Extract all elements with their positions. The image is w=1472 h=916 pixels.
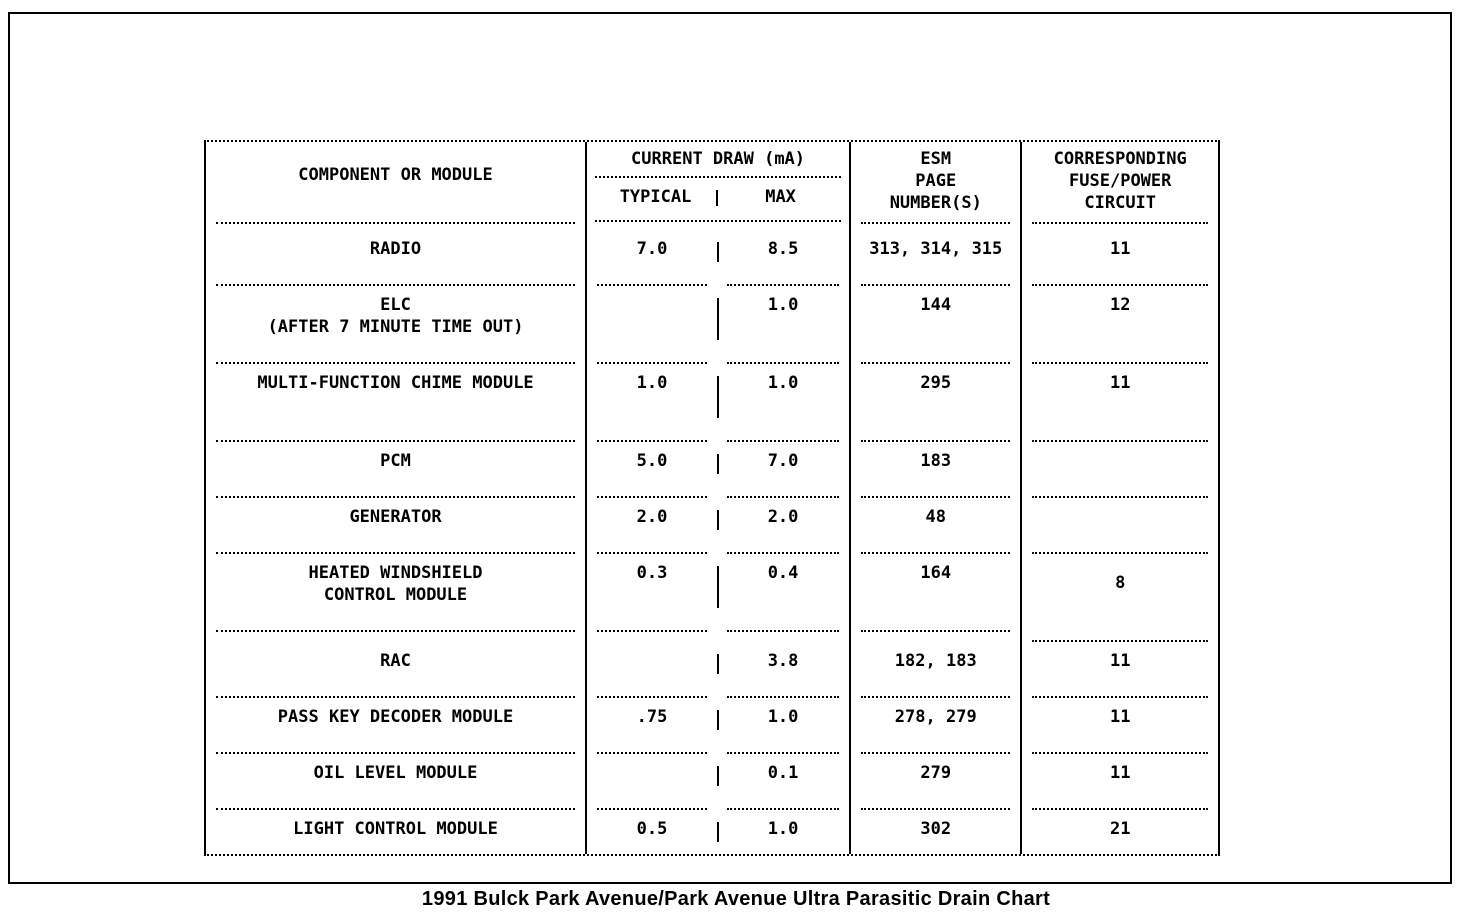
cell-max: 0.4 <box>717 554 850 642</box>
cell-max: 7.0 <box>717 442 850 498</box>
header-current-draw <box>586 142 850 230</box>
cell-typical: 5.0 <box>586 442 717 498</box>
cell-typical <box>586 286 717 364</box>
drain-table-grid <box>204 142 1220 854</box>
header-esm-line3: NUMBER(S) <box>889 193 982 213</box>
header-row <box>205 142 1219 230</box>
header-current-draw-label: CURRENT DRAW (mA) <box>631 149 806 169</box>
cell-fuse: 11 <box>1021 698 1219 754</box>
cell-esm: 182, 183 <box>850 642 1021 698</box>
header-typical-label: TYPICAL <box>619 187 692 207</box>
cell-component: LIGHT CONTROL MODULE <box>205 810 586 854</box>
cell-component: RAC <box>205 642 586 698</box>
cell-max: 1.0 <box>717 286 850 364</box>
cell-esm: 279 <box>850 754 1021 810</box>
cell-esm: 278, 279 <box>850 698 1021 754</box>
table-row <box>205 754 1219 810</box>
cell-fuse: 8 <box>1021 554 1219 642</box>
table-row <box>205 642 1219 698</box>
cell-max: 1.0 <box>717 364 850 442</box>
table-row <box>205 286 1219 364</box>
cell-component: MULTI-FUNCTION CHIME MODULE <box>205 364 586 442</box>
table-row <box>205 554 1219 642</box>
cell-esm: 313, 314, 315 <box>850 230 1021 286</box>
table-row <box>205 442 1219 498</box>
cell-esm: 302 <box>850 810 1021 854</box>
cell-fuse: 11 <box>1021 230 1219 286</box>
cell-fuse <box>1021 498 1219 554</box>
cell-typical: .75 <box>586 698 717 754</box>
header-esm-line1: ESM <box>920 149 952 169</box>
header-component <box>205 142 586 230</box>
cell-component: HEATED WINDSHIELD CONTROL MODULE <box>205 554 586 642</box>
header-fuse-block <box>1032 148 1208 224</box>
header-esm-line2: PAGE <box>915 171 957 191</box>
cell-esm: 48 <box>850 498 1021 554</box>
cell-fuse: 12 <box>1021 286 1219 364</box>
cell-fuse: 21 <box>1021 810 1219 854</box>
header-current-draw-sub <box>595 176 841 208</box>
cell-esm: 183 <box>850 442 1021 498</box>
cell-fuse: 11 <box>1021 754 1219 810</box>
cell-typical: 0.5 <box>586 810 717 854</box>
cell-max: 8.5 <box>717 230 850 286</box>
header-fuse-line1: CORRESPONDING <box>1053 149 1187 169</box>
header-component-label: COMPONENT OR MODULE <box>216 150 575 224</box>
cell-typical: 7.0 <box>586 230 717 286</box>
cell-esm: 144 <box>850 286 1021 364</box>
cell-fuse: 11 <box>1021 642 1219 698</box>
cell-fuse <box>1021 442 1219 498</box>
table-row <box>205 698 1219 754</box>
header-max-label: MAX <box>765 187 796 207</box>
table-row <box>205 364 1219 442</box>
cell-component: PASS KEY DECODER MODULE <box>205 698 586 754</box>
cell-esm: 295 <box>850 364 1021 442</box>
cell-max: 0.1 <box>717 754 850 810</box>
cell-typical: 1.0 <box>586 364 717 442</box>
table-row <box>205 810 1219 854</box>
cell-esm: 164 <box>850 554 1021 642</box>
cell-component: OIL LEVEL MODULE <box>205 754 586 810</box>
cell-typical <box>586 754 717 810</box>
cell-max: 3.8 <box>717 642 850 698</box>
header-fuse-line3: CIRCUIT <box>1084 193 1157 213</box>
cell-typical: 2.0 <box>586 498 717 554</box>
cell-component: PCM <box>205 442 586 498</box>
cell-component: ELC (AFTER 7 MINUTE TIME OUT) <box>205 286 586 364</box>
parasitic-drain-table <box>204 140 1220 856</box>
table-row <box>205 498 1219 554</box>
cell-typical <box>586 642 717 698</box>
cell-component: GENERATOR <box>205 498 586 554</box>
table-row <box>205 230 1219 286</box>
header-esm-block <box>861 148 1010 224</box>
figure-caption: 1991 Bulck Park Avenue/Park Avenue Ultra Parasitic Drain Chart <box>421 888 1051 910</box>
cell-typical: 0.3 <box>586 554 717 642</box>
cell-max: 2.0 <box>717 498 850 554</box>
cell-max: 1.0 <box>717 810 850 854</box>
header-esm <box>850 142 1021 230</box>
table-bottom-border <box>204 854 1220 856</box>
header-fuse-line2: FUSE/POWER <box>1069 171 1172 191</box>
header-current-draw-bottom <box>595 220 841 222</box>
cell-max: 1.0 <box>717 698 850 754</box>
cell-fuse: 11 <box>1021 364 1219 442</box>
cell-component: RADIO <box>205 230 586 286</box>
header-fuse <box>1021 142 1219 230</box>
